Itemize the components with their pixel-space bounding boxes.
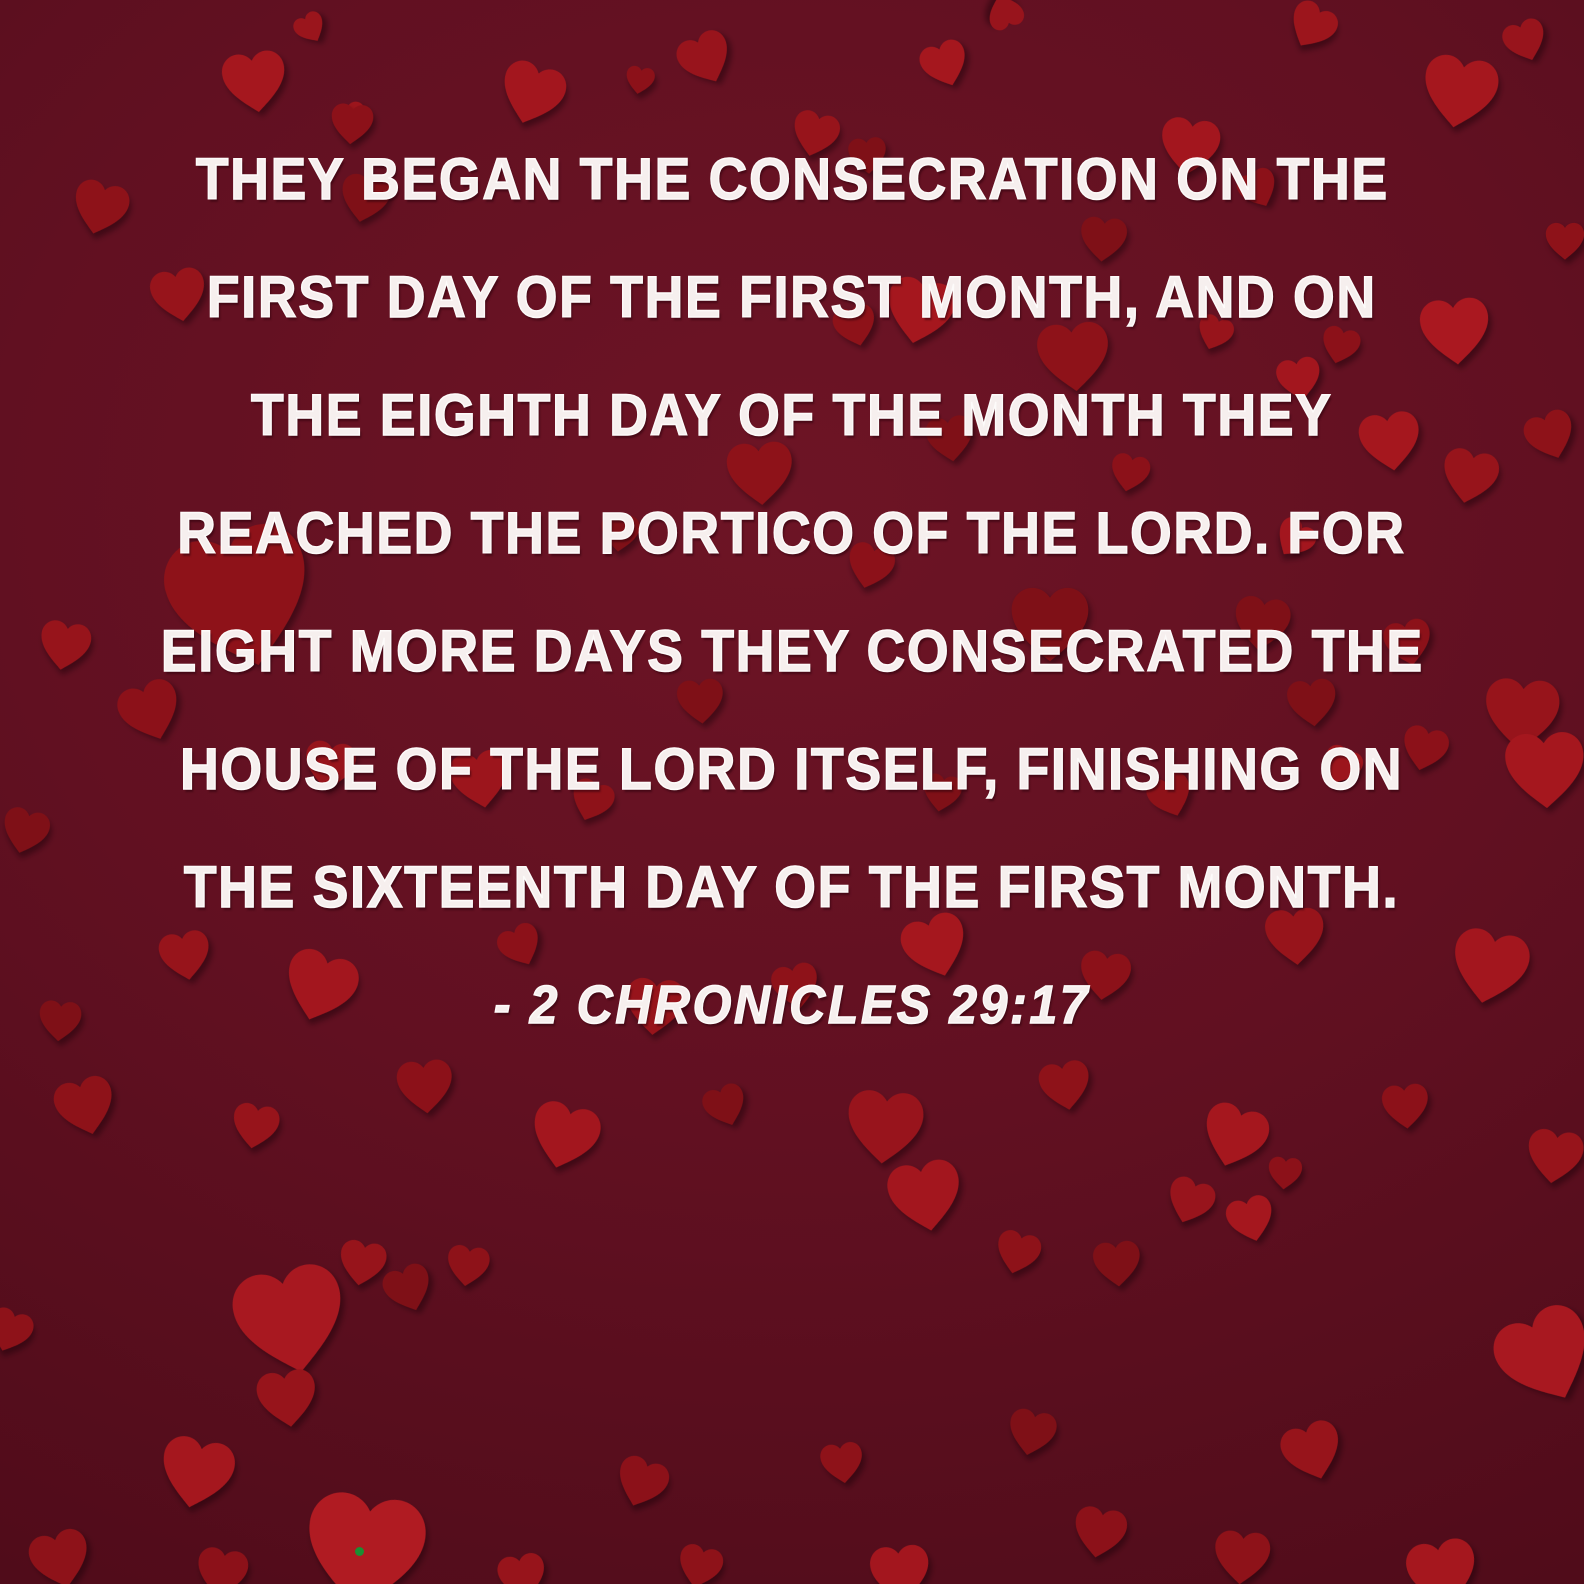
heart-icon — [1518, 1120, 1584, 1189]
heart-icon — [147, 1424, 248, 1519]
verse-line-5: EIGHT MORE DAYS THEY CONSECRATED THE — [160, 618, 1424, 684]
heart-icon — [286, 5, 334, 52]
heart-icon — [248, 1360, 326, 1434]
heart-icon — [287, 1474, 444, 1584]
heart-icon — [1065, 1499, 1136, 1566]
heart-icon — [517, 1089, 613, 1181]
heart-icon — [669, 1536, 732, 1584]
verse-line-4: REACHED THE PORTICO OF THE LORD. FOR — [177, 500, 1407, 566]
heart-icon — [814, 1436, 870, 1489]
heart-icon — [987, 1222, 1050, 1282]
heart-icon — [0, 1299, 43, 1362]
heart-icon — [1217, 1186, 1283, 1249]
heart-icon — [490, 1546, 554, 1584]
heart-icon — [18, 1518, 102, 1584]
heart-icon — [212, 41, 296, 120]
heart-icon — [1276, 0, 1349, 61]
heart-icon — [876, 1149, 974, 1242]
verse-reference: - 2 CHRONICLES 29:17 — [493, 975, 1091, 1035]
heart-icon — [862, 1537, 937, 1584]
heart-icon — [1269, 1409, 1355, 1492]
heart-icon — [224, 1095, 287, 1154]
heart-icon — [621, 62, 660, 99]
heart-icon — [43, 1065, 127, 1145]
verse-line-1: THEY BEGAN THE CONSECRATION ON THE — [195, 146, 1389, 212]
heart-icon — [979, 0, 1032, 37]
heart-icon — [1087, 1235, 1147, 1291]
verse-line-2: FIRST DAY OF THE FIRST MONTH, AND ON — [206, 264, 1378, 330]
heart-icon — [694, 1075, 757, 1135]
verse-line-3: THE EIGHTH DAY OF THE MONTH THEY — [251, 382, 1333, 448]
heart-icon — [1375, 1077, 1434, 1132]
heart-icon — [999, 1401, 1064, 1463]
verse-line-6: HOUSE OF THE LORD ITSELF, FINISHING ON — [180, 736, 1404, 802]
heart-icon — [188, 1540, 257, 1584]
heart-icon — [604, 1446, 679, 1518]
verse-line-7: THE SIXTEENTH DAY OF THE FIRST MONTH. — [184, 854, 1400, 920]
heart-icon — [1395, 1528, 1489, 1584]
heart-icon — [1263, 1152, 1306, 1192]
heart-icon — [1156, 1167, 1225, 1233]
heart-icon — [665, 19, 745, 97]
heart-icon — [1206, 1523, 1277, 1584]
green-dot — [355, 1547, 364, 1556]
heart-icon — [440, 1239, 496, 1292]
verse-text-block — [0, 120, 1584, 1064]
heart-icon — [910, 30, 979, 96]
heart-icon — [1472, 1285, 1584, 1426]
